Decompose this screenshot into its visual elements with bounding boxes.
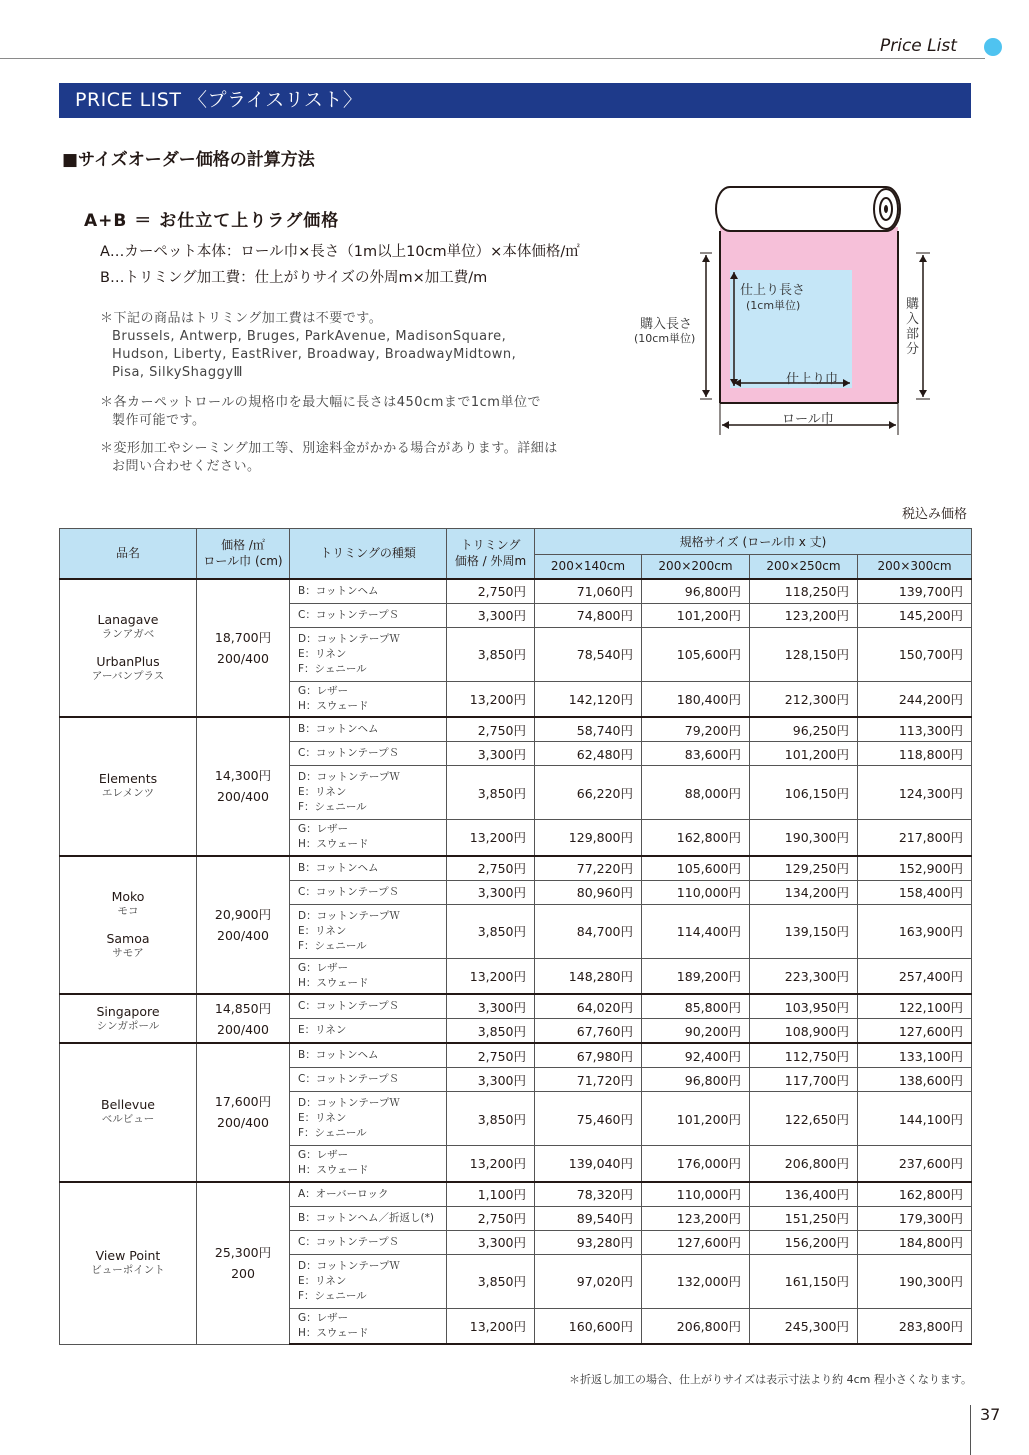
price-per-sqm: 17,600円 xyxy=(214,1094,272,1110)
size-price-cell: 152,900円 xyxy=(858,856,972,881)
trim-type: H：スウェード xyxy=(298,1164,369,1177)
table-row xyxy=(60,717,972,742)
trim-price-cell: 13,200円 xyxy=(447,1146,535,1182)
size-price-cell: 66,220円 xyxy=(535,766,642,820)
size-price-cell: 80,960円 xyxy=(535,880,642,904)
trim-type-cell xyxy=(290,880,447,904)
size-price-cell: 105,600円 xyxy=(642,627,750,681)
product-name: View Point xyxy=(95,1248,161,1263)
product-name-kana: シンガポール xyxy=(96,1019,160,1032)
trim-type: H：スウェード xyxy=(298,1326,369,1339)
purchase-part-char: 購 xyxy=(906,297,920,312)
product-name-cell xyxy=(60,579,197,718)
note-3-line: ＊変形加工やシーミング加工等、別途料金がかかる場合があります。詳細は xyxy=(100,441,558,456)
trim-type-cell xyxy=(290,681,447,717)
size-price-cell: 212,300円 xyxy=(750,681,858,717)
page-number-rule xyxy=(970,1405,971,1455)
trim-type-cell xyxy=(290,958,447,994)
trim-type: C：コットンテープＳ xyxy=(298,608,400,621)
purchase-part-label xyxy=(906,297,919,357)
roll-width: 200/400 xyxy=(217,789,269,805)
trim-type-cell xyxy=(290,1043,447,1068)
size-price-cell: 110,000円 xyxy=(642,880,750,904)
trim-type: C：コットンテープＳ xyxy=(298,1000,400,1012)
header-size: 200×300cm xyxy=(858,555,972,579)
trim-price-cell: 3,850円 xyxy=(447,904,535,958)
size-price-cell: 138,600円 xyxy=(858,1068,972,1092)
product-name: Samoa xyxy=(106,930,150,946)
size-price-cell: 257,400円 xyxy=(858,958,972,994)
product-name-kana: ランアガベ xyxy=(101,627,155,640)
size-price-cell: 89,540円 xyxy=(535,1206,642,1230)
purchase-length-unit: (10cm単位) xyxy=(634,332,696,345)
note-1-line: Hudson, Liberty, EastRiver, Broadway, BroadwayMidtown, xyxy=(112,347,517,362)
size-price-cell: 161,150円 xyxy=(750,1254,858,1308)
size-price-cell: 245,300円 xyxy=(750,1308,858,1344)
header-price-line: 価格 /㎡ xyxy=(221,538,265,553)
size-price-cell: 67,760円 xyxy=(535,1019,642,1044)
note-1-line: Pisa, SilkyShaggyⅢ xyxy=(112,365,244,380)
trim-type: D：コットンテープＷ xyxy=(298,1097,400,1109)
table-row xyxy=(60,994,972,1019)
price-per-sqm: 18,700円 xyxy=(214,629,272,645)
table-row xyxy=(60,1182,972,1207)
product-name: UrbanPlus xyxy=(96,653,160,669)
purchase-part-char: 分 xyxy=(906,342,920,357)
size-price-cell: 223,300円 xyxy=(750,958,858,994)
size-price-cell: 217,800円 xyxy=(858,820,972,856)
size-price-cell: 96,250円 xyxy=(750,717,858,742)
product-name-kana: ベルビュー xyxy=(101,1113,155,1126)
note-2 xyxy=(100,394,541,430)
size-price-cell: 71,060円 xyxy=(535,579,642,604)
size-price-cell: 151,250円 xyxy=(750,1206,858,1230)
header-rule xyxy=(0,58,985,59)
size-price-cell: 124,300円 xyxy=(858,766,972,820)
trim-type: B：コットンヘム xyxy=(298,1049,379,1061)
trim-type: F：シェニール xyxy=(298,939,367,952)
header-price-line: ロール巾 (cm) xyxy=(203,554,283,569)
trim-type: H：スウェード xyxy=(298,699,369,712)
trim-type: G：レザー xyxy=(298,1149,349,1162)
size-price-cell: 122,100円 xyxy=(858,994,972,1019)
trim-type: G：レザー xyxy=(298,684,349,697)
size-price-cell: 108,900円 xyxy=(750,1019,858,1044)
product-name-kana: サモア xyxy=(112,946,144,959)
trim-type-cell xyxy=(290,717,447,742)
size-price-cell: 96,800円 xyxy=(642,1068,750,1092)
size-price-cell: 106,150円 xyxy=(750,766,858,820)
size-price-cell: 74,800円 xyxy=(535,603,642,627)
trim-type: C：コットンテープＳ xyxy=(298,1235,400,1248)
size-price-cell: 158,400円 xyxy=(858,880,972,904)
product-name-cell xyxy=(60,1182,197,1345)
trim-type: B：コットンヘム xyxy=(298,861,379,874)
header-price xyxy=(197,529,290,579)
section-banner: PRICE LIST 〈プライスリスト〉 xyxy=(59,83,971,118)
size-price-cell: 134,200円 xyxy=(750,880,858,904)
trim-price-cell: 2,750円 xyxy=(447,856,535,881)
size-price-cell: 180,400円 xyxy=(642,681,750,717)
price-roll-cell xyxy=(197,579,290,718)
price-roll-cell xyxy=(197,717,290,856)
size-price-cell: 127,600円 xyxy=(642,1230,750,1254)
price-per-sqm: 14,300円 xyxy=(214,768,272,784)
trim-type-cell xyxy=(290,994,447,1019)
price-roll-cell xyxy=(197,1043,290,1182)
size-price-cell: 101,200円 xyxy=(750,742,858,766)
trim-type: B：コットンヘム／折返し(*) xyxy=(298,1211,434,1224)
size-price-cell: 117,700円 xyxy=(750,1068,858,1092)
roll-width: 200 xyxy=(231,1266,255,1281)
size-price-cell: 88,000円 xyxy=(642,766,750,820)
finish-length-unit: (1cm単位) xyxy=(746,299,801,312)
size-price-cell: 179,300円 xyxy=(858,1206,972,1230)
product-name-kana: アーバンプラス xyxy=(91,669,165,682)
product-name-kana: ビューポイント xyxy=(91,1264,165,1276)
header-trim-price-line: 価格 / 外周m xyxy=(454,554,527,569)
trim-type: E：リネン xyxy=(298,1024,347,1036)
trim-type: B：コットンヘム xyxy=(298,584,379,597)
size-price-cell: 163,900円 xyxy=(858,904,972,958)
trim-price-cell: 1,100円 xyxy=(447,1182,535,1207)
trim-type: G：レザー xyxy=(298,823,349,836)
price-per-sqm: 25,300円 xyxy=(214,1245,272,1260)
header-trim-price-line: トリミング xyxy=(460,538,521,553)
note-2-line: 製作可能です。 xyxy=(112,413,206,428)
size-price-cell: 142,120円 xyxy=(535,681,642,717)
trim-price-cell: 2,750円 xyxy=(447,1206,535,1230)
header-size: 200×250cm xyxy=(750,555,858,579)
size-price-cell: 244,200円 xyxy=(858,681,972,717)
size-price-cell: 83,600円 xyxy=(642,742,750,766)
size-price-cell: 64,020円 xyxy=(535,994,642,1019)
trim-type-cell xyxy=(290,1308,447,1344)
header-dot-icon xyxy=(984,38,1002,56)
price-table xyxy=(59,528,972,1345)
trim-type-cell xyxy=(290,904,447,958)
table-row xyxy=(60,1043,972,1068)
formula: A+B ＝ お仕立て上りラグ価格 xyxy=(84,211,340,231)
trim-price-cell: 13,200円 xyxy=(447,1308,535,1344)
trim-price-cell: 3,300円 xyxy=(447,880,535,904)
table-footnote: ＊折返し加工の場合、仕上がりサイズは表示寸法より約 4cm 程小さくなります。 xyxy=(569,1373,972,1386)
size-price-cell: 79,200円 xyxy=(642,717,750,742)
size-price-cell: 123,200円 xyxy=(642,1206,750,1230)
roll-diagram xyxy=(620,175,980,445)
product-name: Moko xyxy=(111,888,145,904)
price-per-sqm: 20,900円 xyxy=(214,906,272,922)
trim-type: B：コットンヘム xyxy=(298,723,379,735)
trim-type: F：シェニール xyxy=(298,1127,367,1139)
trim-type: E：リネン xyxy=(298,1274,347,1287)
size-price-cell: 133,100円 xyxy=(858,1043,972,1068)
roll-width: 200/400 xyxy=(217,1115,269,1131)
size-price-cell: 97,020円 xyxy=(535,1254,642,1308)
price-roll-cell xyxy=(197,994,290,1043)
size-price-cell: 206,800円 xyxy=(750,1146,858,1182)
size-price-cell: 176,000円 xyxy=(642,1146,750,1182)
trim-type-cell xyxy=(290,1230,447,1254)
trim-price-cell: 3,850円 xyxy=(447,1092,535,1146)
size-price-cell: 148,280円 xyxy=(535,958,642,994)
trim-type: G：レザー xyxy=(298,1311,349,1324)
trim-type-cell xyxy=(290,1068,447,1092)
trim-price-cell: 3,300円 xyxy=(447,603,535,627)
trim-price-cell: 13,200円 xyxy=(447,958,535,994)
price-per-sqm: 14,850円 xyxy=(214,1000,272,1016)
size-price-cell: 144,100円 xyxy=(858,1092,972,1146)
size-price-cell: 113,300円 xyxy=(858,717,972,742)
header-sizes-group: 規格サイズ (ロール巾 x 丈) xyxy=(535,529,972,555)
product-name-cell xyxy=(60,994,197,1043)
trim-type-cell xyxy=(290,1206,447,1230)
header-name: 品名 xyxy=(60,529,197,579)
note-2-line: ＊各カーペットロールの規格巾を最大幅に長さは450cmまで1cm単位で xyxy=(100,395,541,410)
size-price-cell: 101,200円 xyxy=(642,603,750,627)
product-name-cell xyxy=(60,717,197,856)
trim-type: H：スウェード xyxy=(298,838,369,851)
trim-type-cell xyxy=(290,856,447,881)
purchase-length-label: 購入長さ xyxy=(640,317,693,332)
size-price-cell: 190,300円 xyxy=(858,1254,972,1308)
header-size: 200×200cm xyxy=(642,555,750,579)
size-price-cell: 122,650円 xyxy=(750,1092,858,1146)
note-3-line: お問い合わせください。 xyxy=(112,459,261,474)
trim-type: C：コットンテープＳ xyxy=(298,1073,400,1085)
size-price-cell: 93,280円 xyxy=(535,1230,642,1254)
size-price-cell: 105,600円 xyxy=(642,856,750,881)
finish-width-label: 仕上り巾 xyxy=(786,372,839,387)
trim-type: D：コットンテープＷ xyxy=(298,1259,400,1272)
trim-type-cell xyxy=(290,742,447,766)
trim-type: F：シェニール xyxy=(298,1289,367,1302)
size-price-cell: 71,720円 xyxy=(535,1068,642,1092)
size-price-cell: 62,480円 xyxy=(535,742,642,766)
header-trim-price xyxy=(447,529,535,579)
trim-price-cell: 3,850円 xyxy=(447,1254,535,1308)
trim-type: C：コットンテープＳ xyxy=(298,747,400,759)
finish-length-label: 仕上り長さ xyxy=(740,283,806,298)
size-price-cell: 77,220円 xyxy=(535,856,642,881)
trim-price-cell: 3,300円 xyxy=(447,742,535,766)
size-price-cell: 139,700円 xyxy=(858,579,972,604)
trim-type-cell xyxy=(290,579,447,604)
trim-price-cell: 3,850円 xyxy=(447,766,535,820)
size-price-cell: 114,400円 xyxy=(642,904,750,958)
size-price-cell: 118,250円 xyxy=(750,579,858,604)
size-price-cell: 189,200円 xyxy=(642,958,750,994)
trim-type: E：リネン xyxy=(298,1112,347,1124)
roll-width: 200/400 xyxy=(217,650,269,666)
size-price-cell: 101,200円 xyxy=(642,1092,750,1146)
size-price-cell: 156,200円 xyxy=(750,1230,858,1254)
trim-type: E：リネン xyxy=(298,786,347,798)
size-price-cell: 123,200円 xyxy=(750,603,858,627)
size-price-cell: 139,040円 xyxy=(535,1146,642,1182)
size-price-cell: 190,300円 xyxy=(750,820,858,856)
note-1-line: Brussels, Antwerp, Bruges, ParkAvenue, MadisonSquare, xyxy=(112,329,507,344)
trim-type: D：コットンテープＷ xyxy=(298,632,400,645)
size-price-cell: 118,800円 xyxy=(858,742,972,766)
size-price-cell: 110,000円 xyxy=(642,1182,750,1207)
trim-price-cell: 13,200円 xyxy=(447,820,535,856)
trim-type-cell xyxy=(290,627,447,681)
trim-type-cell xyxy=(290,1146,447,1182)
table-row xyxy=(60,579,972,604)
section-title: ■サイズオーダー価格の計算方法 xyxy=(62,150,315,170)
size-price-cell: 136,400円 xyxy=(750,1182,858,1207)
trim-type: F：シェニール xyxy=(298,801,367,813)
size-price-cell: 145,200円 xyxy=(858,603,972,627)
note-3 xyxy=(100,440,558,476)
trim-price-cell: 2,750円 xyxy=(447,579,535,604)
header-size: 200×140cm xyxy=(535,555,642,579)
trim-type-cell xyxy=(290,766,447,820)
size-price-cell: 283,800円 xyxy=(858,1308,972,1344)
size-price-cell: 160,600円 xyxy=(535,1308,642,1344)
roll-width-label: ロール巾 xyxy=(782,412,834,427)
product-name: Elements xyxy=(98,771,158,787)
note-1 xyxy=(100,310,516,382)
trim-type-cell xyxy=(290,1019,447,1044)
size-price-cell: 150,700円 xyxy=(858,627,972,681)
size-price-cell: 127,600円 xyxy=(858,1019,972,1044)
price-roll-cell xyxy=(197,1182,290,1345)
formula-line-a: A…カーペット本体：ロール巾×長さ（1m以上10cm単位）×本体価格/㎡ xyxy=(100,244,580,260)
size-price-cell: 84,700円 xyxy=(535,904,642,958)
product-name-cell xyxy=(60,1043,197,1182)
trim-price-cell: 3,850円 xyxy=(447,1019,535,1044)
size-price-cell: 112,750円 xyxy=(750,1043,858,1068)
size-price-cell: 85,800円 xyxy=(642,994,750,1019)
size-price-cell: 237,600円 xyxy=(858,1146,972,1182)
note-1-line: ＊下記の商品はトリミング加工費は不要です。 xyxy=(100,311,383,326)
product-name: Singapore xyxy=(96,1003,160,1019)
size-price-cell: 184,800円 xyxy=(858,1230,972,1254)
size-price-cell: 96,800円 xyxy=(642,579,750,604)
price-table-body xyxy=(60,579,972,1345)
size-price-cell: 90,200円 xyxy=(642,1019,750,1044)
trim-price-cell: 3,300円 xyxy=(447,994,535,1019)
trim-type-cell xyxy=(290,1182,447,1207)
trim-type-cell xyxy=(290,820,447,856)
size-price-cell: 128,150円 xyxy=(750,627,858,681)
size-price-cell: 78,540円 xyxy=(535,627,642,681)
size-price-cell: 67,980円 xyxy=(535,1043,642,1068)
trim-type: F：シェニール xyxy=(298,662,367,675)
tax-label: 税込み価格 xyxy=(902,507,968,522)
size-price-cell: 58,740円 xyxy=(535,717,642,742)
roll-body xyxy=(716,187,900,231)
roll-width: 200/400 xyxy=(217,927,269,943)
size-price-cell: 162,800円 xyxy=(642,820,750,856)
trim-type: E：リネン xyxy=(298,924,347,937)
price-roll-cell xyxy=(197,856,290,995)
trim-type: G：レザー xyxy=(298,961,349,974)
product-name-kana: エレメンツ xyxy=(101,787,155,800)
table-row xyxy=(60,856,972,881)
size-price-cell: 139,150円 xyxy=(750,904,858,958)
purchase-part-char: 入 xyxy=(906,312,920,327)
trim-type-cell xyxy=(290,1254,447,1308)
product-name-kana: モコ xyxy=(117,904,139,917)
page-number: 37 xyxy=(980,1405,1001,1424)
size-price-cell: 206,800円 xyxy=(642,1308,750,1344)
header-trim-type: トリミングの種類 xyxy=(290,529,447,579)
trim-type: A：オーバーロック xyxy=(298,1187,389,1200)
trim-type: H：スウェード xyxy=(298,976,369,989)
size-price-cell: 132,000円 xyxy=(642,1254,750,1308)
trim-price-cell: 2,750円 xyxy=(447,717,535,742)
trim-price-cell: 3,300円 xyxy=(447,1230,535,1254)
trim-price-cell: 2,750円 xyxy=(447,1043,535,1068)
formula-line-b: B…トリミング加工費：仕上がりサイズの外周m×加工費/m xyxy=(100,270,488,286)
size-price-cell: 129,250円 xyxy=(750,856,858,881)
trim-type-cell xyxy=(290,1092,447,1146)
trim-price-cell: 13,200円 xyxy=(447,681,535,717)
size-price-cell: 129,800円 xyxy=(535,820,642,856)
trim-type: D：コットンテープＷ xyxy=(298,771,400,783)
size-price-cell: 162,800円 xyxy=(858,1182,972,1207)
trim-type-cell xyxy=(290,603,447,627)
size-price-cell: 103,950円 xyxy=(750,994,858,1019)
product-name: Bellevue xyxy=(101,1097,155,1113)
size-price-cell: 78,320円 xyxy=(535,1182,642,1207)
trim-price-cell: 3,850円 xyxy=(447,627,535,681)
product-name-cell xyxy=(60,856,197,995)
purchase-part-char: 部 xyxy=(906,327,920,342)
size-price-cell: 92,400円 xyxy=(642,1043,750,1068)
trim-type: C：コットンテープＳ xyxy=(298,885,400,898)
trim-price-cell: 3,300円 xyxy=(447,1068,535,1092)
product-name: Lanagave xyxy=(97,611,159,627)
trim-type: E：リネン xyxy=(298,647,347,660)
trim-type: D：コットンテープＷ xyxy=(298,909,400,922)
running-header: Price List xyxy=(880,36,957,56)
roll-width: 200/400 xyxy=(217,1021,269,1037)
size-price-cell: 75,460円 xyxy=(535,1092,642,1146)
